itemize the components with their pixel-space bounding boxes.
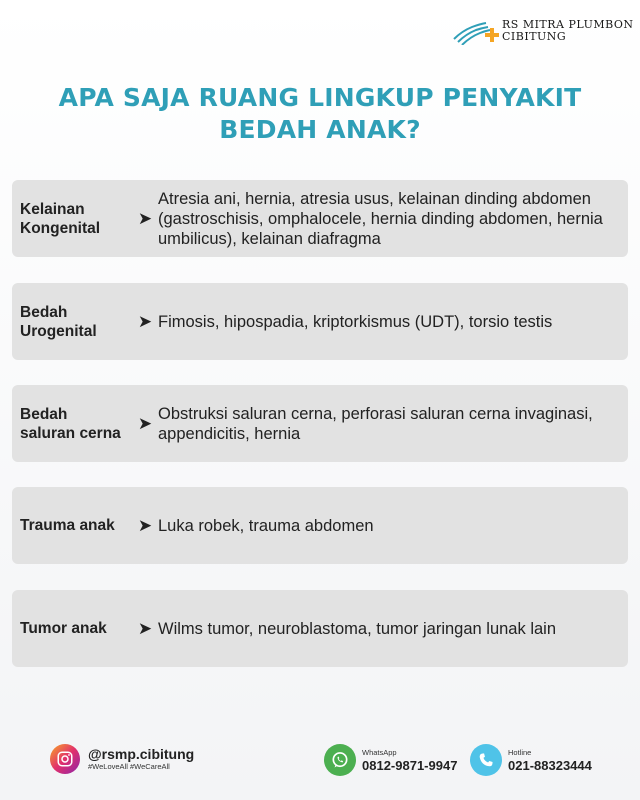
arrow-icon: ➤ bbox=[137, 618, 153, 638]
arrow-icon: ➤ bbox=[137, 515, 153, 535]
phone-icon[interactable] bbox=[470, 744, 502, 776]
logo-line-1: RS MITRA PLUMBON bbox=[502, 18, 634, 31]
category-card-bedah-urogenital bbox=[12, 283, 628, 360]
logo-mark-icon bbox=[452, 17, 500, 45]
footer bbox=[0, 742, 640, 782]
category-card-bedah-saluran-cerna bbox=[12, 385, 628, 462]
category-description: Obstruksi saluran cerna, perforasi saluran cerna invaginasi, appendicitis, hernia bbox=[158, 404, 593, 443]
category-description: Atresia ani, hernia, atresia usus, kelainan dinding abdomen (gastroschisis, omphalocele, hernia dinding abdomen, hernia umbilicus), kelainan diafragma bbox=[158, 189, 603, 248]
category-label bbox=[12, 303, 132, 341]
arrow-icon: ➤ bbox=[137, 208, 153, 228]
whatsapp-number[interactable]: 0812-9871-9947 bbox=[362, 757, 458, 773]
category-card-tumor-anak bbox=[12, 590, 628, 667]
category-label-line-2: Urogenital bbox=[20, 322, 97, 340]
hashtags: #WeLoveAll #WeCareAll bbox=[88, 761, 170, 771]
category-label bbox=[12, 200, 132, 238]
hotline-number[interactable]: 021-88323444 bbox=[508, 757, 592, 773]
category-description: Luka robek, trauma abdomen bbox=[158, 516, 374, 535]
category-label-line-1: Tumor anak bbox=[20, 620, 107, 637]
category-description: Wilms tumor, neuroblastoma, tumor jaringan lunak lain bbox=[158, 619, 557, 638]
category-label-line-1: Bedah bbox=[20, 303, 68, 321]
title-line-1: APA SAJA RUANG LINGKUP PENYAKIT bbox=[58, 83, 582, 112]
instagram-icon[interactable] bbox=[50, 744, 80, 774]
category-description: Fimosis, hipospadia, kriptorkismus (UDT), torsio testis bbox=[158, 312, 553, 331]
category-label-line-2: Kongenital bbox=[20, 219, 101, 237]
category-label-line-1: Kelainan bbox=[20, 200, 85, 218]
hotline-label: Hotline bbox=[508, 747, 532, 757]
category-label bbox=[12, 619, 132, 638]
hospital-logo bbox=[452, 16, 632, 46]
category-label-line-1: Trauma anak bbox=[20, 517, 115, 534]
arrow-icon: ➤ bbox=[137, 311, 153, 331]
category-card-kelainan-kongenital bbox=[12, 180, 628, 257]
title-line-2: BEDAH ANAK? bbox=[219, 115, 421, 144]
whatsapp-icon[interactable] bbox=[324, 744, 356, 776]
page-title bbox=[0, 82, 640, 146]
instagram-contact[interactable] bbox=[50, 744, 194, 774]
category-card-trauma-anak bbox=[12, 487, 628, 564]
instagram-handle[interactable]: @rsmp.cibitung bbox=[88, 745, 195, 762]
category-label-line-2: saluran cerna bbox=[20, 424, 121, 442]
category-label-line-1: Bedah bbox=[20, 405, 68, 423]
whatsapp-label: WhatsApp bbox=[362, 747, 397, 757]
whatsapp-contact[interactable] bbox=[324, 744, 457, 776]
category-label bbox=[12, 516, 132, 535]
arrow-icon: ➤ bbox=[137, 413, 153, 433]
hotline-contact[interactable] bbox=[470, 744, 592, 776]
logo-line-2: CIBITUNG bbox=[502, 30, 567, 43]
category-label bbox=[12, 405, 132, 443]
logo-text bbox=[502, 19, 634, 43]
